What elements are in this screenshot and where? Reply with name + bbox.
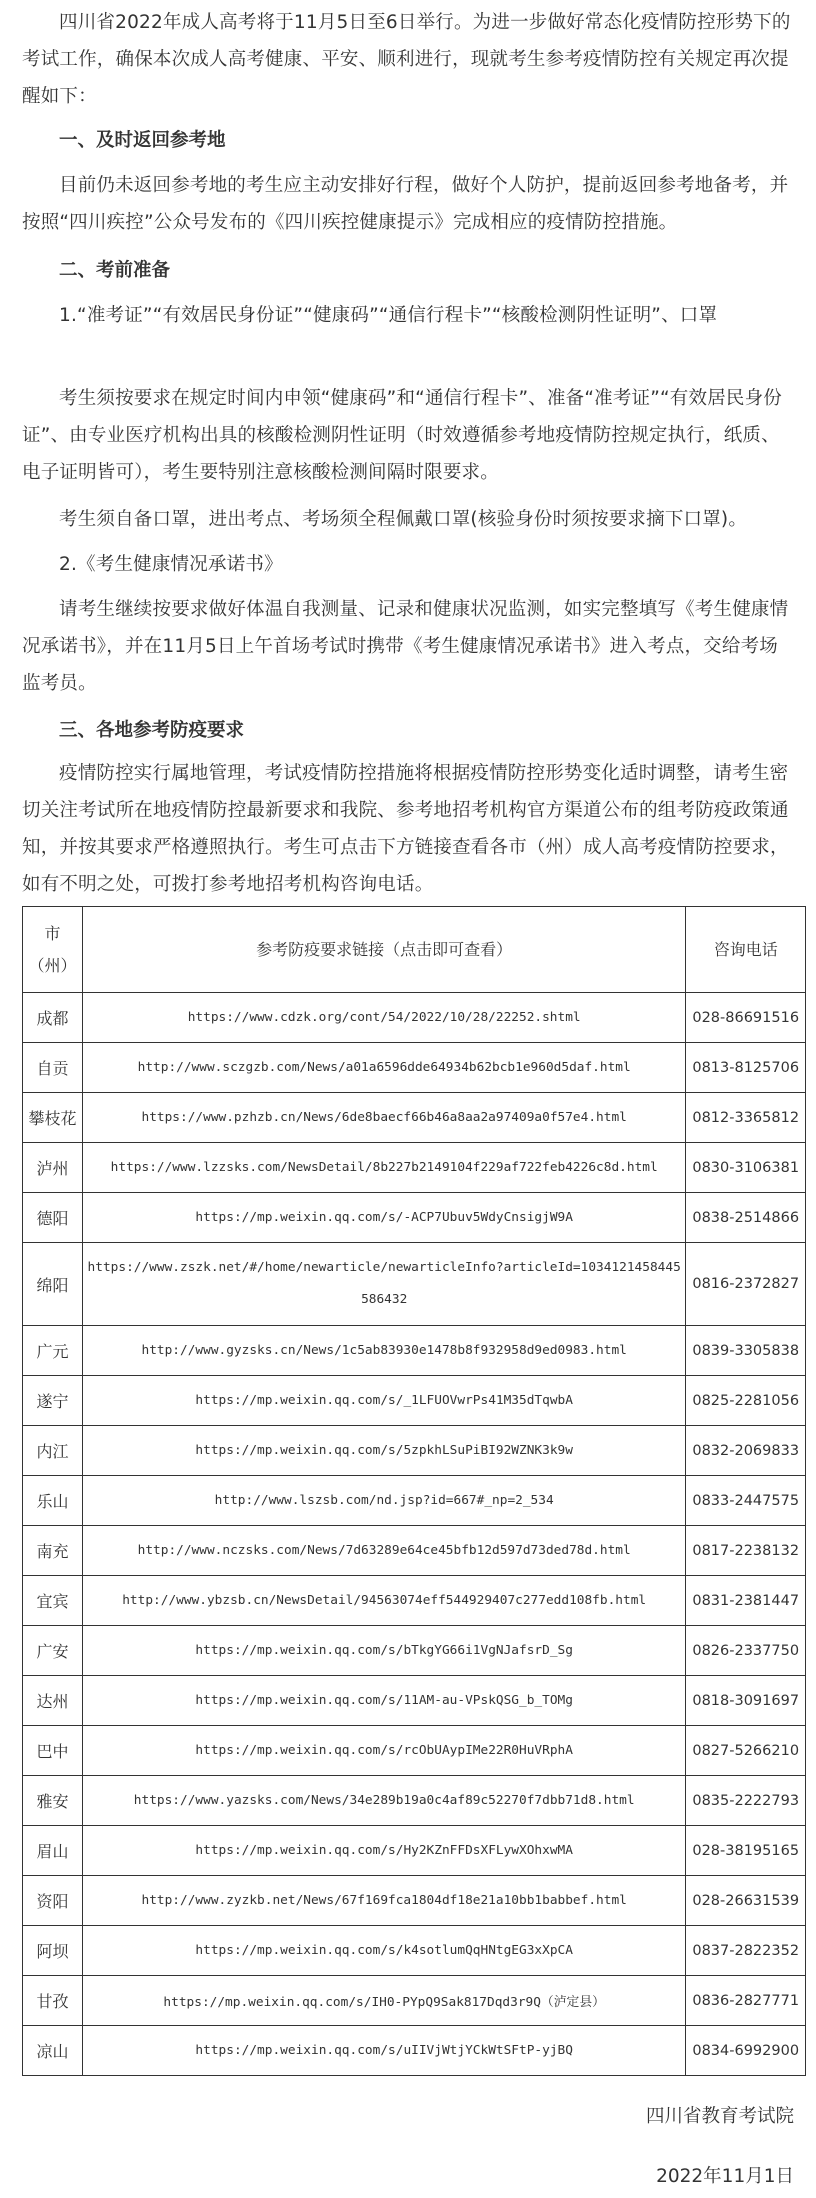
table-row xyxy=(23,1426,806,1476)
phone-cell: 0825-2281056 xyxy=(686,1376,806,1426)
prevention-link[interactable]: https://mp.weixin.qq.com/s/_1LFUOVwrPs41M35dTqwbA xyxy=(195,1393,573,1408)
link-cell xyxy=(82,1093,685,1143)
header-phone: 咨询电话 xyxy=(686,907,806,993)
city-cell: 绵阳 xyxy=(23,1243,83,1326)
prevention-link[interactable]: https://mp.weixin.qq.com/s/5zpkhLSuPiBI92WZNK3k9w xyxy=(195,1443,573,1458)
phone-cell: 0812-3365812 xyxy=(686,1093,806,1143)
city-cell: 广安 xyxy=(23,1626,83,1676)
header-link: 参考防疫要求链接（点击即可查看） xyxy=(82,907,685,993)
signature-date: 2022年11月1日 xyxy=(656,2166,794,2187)
prevention-link[interactable]: https://www.yazsks.com/News/34e289b19a0c4af89c52270f7dbb71d8.html xyxy=(133,1793,635,1808)
link-cell xyxy=(82,1576,685,1626)
city-cell: 乐山 xyxy=(23,1476,83,1526)
phone-cell: 028-86691516 xyxy=(686,993,806,1043)
city-cell: 成都 xyxy=(23,993,83,1043)
table-row xyxy=(23,1776,806,1826)
phone-cell: 028-26631539 xyxy=(686,1876,806,1926)
prevention-link[interactable]: https://www.pzhzb.cn/News/6de8baecf66b46a8aa2a97409a0f57e4.html xyxy=(141,1110,627,1125)
city-cell: 攀枝花 xyxy=(23,1093,83,1143)
prevention-link[interactable]: https://mp.weixin.qq.com/s/-ACP7Ubuv5WdyCnsigjW9A xyxy=(195,1210,573,1225)
section2-item1-paragraph2: 考生须自备口罩，进出考点、考场须全程佩戴口罩(核验身份时须按要求摘下口罩)。 xyxy=(59,509,748,530)
section1-heading: 一、及时返回参考地 xyxy=(59,130,226,151)
phone-cell: 0831-2381447 xyxy=(686,1576,806,1626)
phone-cell: 0832-2069833 xyxy=(686,1426,806,1476)
city-cell: 雅安 xyxy=(23,1776,83,1826)
table-row xyxy=(23,1476,806,1526)
city-cell: 德阳 xyxy=(23,1193,83,1243)
city-cell: 遂宁 xyxy=(23,1376,83,1426)
link-cell xyxy=(82,1626,685,1676)
section3-heading: 三、各地参考防疫要求 xyxy=(59,720,245,741)
link-cell xyxy=(82,1726,685,1776)
link-cell xyxy=(82,1976,685,2026)
city-cell: 南充 xyxy=(23,1526,83,1576)
city-cell: 达州 xyxy=(23,1676,83,1726)
link-cell xyxy=(82,1926,685,1976)
link-cell xyxy=(82,1776,685,1826)
city-cell: 甘孜 xyxy=(23,1976,83,2026)
phone-cell: 0826-2337750 xyxy=(686,1626,806,1676)
section2-item1-paragraph1: 考生须按要求在规定时间内申领“健康码”和“通信行程卡”、准备“准考证”“有效居民身份证”、由专业医疗机构出具的核酸检测阴性证明（时效遵循参考地疫情防控规定执行，纸质、电子证明皆可），考生要特别注意核酸检测间隔时限要求。 xyxy=(22,388,782,483)
city-cell: 凉山 xyxy=(23,2026,83,2076)
phone-cell: 0839-3305838 xyxy=(686,1326,806,1376)
table-row xyxy=(23,1326,806,1376)
section3-paragraph: 疫情防控实行属地管理，考试疫情防控措施将根据疫情防控形势变化适时调整，请考生密切关注考试所在地疫情防控最新要求和我院、参考地招考机构官方渠道公布的组考防疫政策通知，并按其要求严格遵照执行。考生可点击下方链接查看各市（州）成人高考疫情防控要求，如有不明之处，可拨打参考地招考机构咨询电话。 xyxy=(22,763,789,895)
city-cell: 阿坝 xyxy=(23,1926,83,1976)
table-row xyxy=(23,1376,806,1426)
prevention-link[interactable]: https://mp.weixin.qq.com/s/Hy2KZnFFDsXFLywXOhxwMA xyxy=(195,1843,573,1858)
phone-cell: 0835-2222793 xyxy=(686,1776,806,1826)
city-cell: 泸州 xyxy=(23,1143,83,1193)
phone-cell: 0813-8125706 xyxy=(686,1043,806,1093)
prevention-link[interactable]: https://mp.weixin.qq.com/s/k4sotlumQqHNtgEG3xXpCA xyxy=(195,1943,573,1958)
prevention-link[interactable]: https://mp.weixin.qq.com/s/bTkgYG66i1VgNJafsrD_Sg xyxy=(195,1643,573,1658)
city-cell: 眉山 xyxy=(23,1826,83,1876)
header-city: 市（州） xyxy=(23,907,83,993)
prevention-link[interactable]: http://www.zyzkb.net/News/67f169fca1804df18e21a10bb1babbef.html xyxy=(141,1893,627,1908)
city-cell: 广元 xyxy=(23,1326,83,1376)
phone-cell: 028-38195165 xyxy=(686,1826,806,1876)
prevention-link[interactable]: https://www.cdzk.org/cont/54/2022/10/28/22252.shtml xyxy=(187,1010,581,1025)
prevention-link[interactable]: https://mp.weixin.qq.com/s/IH0-PYpQ9Sak817Dqd3r9Q（泸定县） xyxy=(163,1995,605,2010)
table-row xyxy=(23,1826,806,1876)
signature-org: 四川省教育考试院 xyxy=(645,2106,794,2127)
table-row xyxy=(23,1043,806,1093)
section1-paragraph: 目前仍未返回参考地的考生应主动安排好行程，做好个人防护，提前返回参考地备考，并按照“四川疾控”公众号发布的《四川疾控健康提示》完成相应的疫情防控措施。 xyxy=(22,175,789,233)
table-header-row xyxy=(23,907,806,993)
link-cell xyxy=(82,993,685,1043)
city-cell: 宜宾 xyxy=(23,1576,83,1626)
link-cell xyxy=(82,1526,685,1576)
prevention-link[interactable]: https://www.zszk.net/#/home/newarticle/newarticleInfo?articleId=1034121458445586432 xyxy=(87,1260,681,1307)
link-cell xyxy=(82,1876,685,1926)
phone-cell: 0834-6992900 xyxy=(686,2026,806,2076)
link-cell xyxy=(82,1676,685,1726)
link-cell xyxy=(82,1243,685,1326)
prevention-link[interactable]: http://www.gyzsks.cn/News/1c5ab83930e1478b8f932958d9ed0983.html xyxy=(141,1343,627,1358)
link-cell xyxy=(82,1376,685,1426)
prevention-link[interactable]: https://mp.weixin.qq.com/s/11AM-au-VPskQSG_b_TOMg xyxy=(195,1693,573,1708)
prevention-link[interactable]: http://www.sczgzb.com/News/a01a6596dde64934b62bcb1e960d5daf.html xyxy=(137,1060,631,1075)
phone-cell: 0836-2827771 xyxy=(686,1976,806,2026)
link-cell xyxy=(82,1043,685,1093)
table-row xyxy=(23,2026,806,2076)
table-row xyxy=(23,1576,806,1626)
table-row xyxy=(23,1976,806,2026)
link-cell xyxy=(82,1326,685,1376)
prevention-link[interactable]: http://www.ybzsb.cn/NewsDetail/94563074eff544929407c277edd108fb.html xyxy=(122,1593,647,1608)
link-cell xyxy=(82,1426,685,1476)
section2-heading: 二、考前准备 xyxy=(59,260,171,281)
link-cell xyxy=(82,1476,685,1526)
section2-item2-paragraph: 请考生继续按要求做好体温自我测量、记录和健康状况监测，如实完整填写《考生健康情况承诺书》，并在11月5日上午首场考试时携带《考生健康情况承诺书》进入考点，交给考场监考员。 xyxy=(22,599,789,694)
prevention-links-table xyxy=(22,906,806,2076)
city-cell: 资阳 xyxy=(23,1876,83,1926)
table-row xyxy=(23,993,806,1043)
prevention-link[interactable]: http://www.nczsks.com/News/7d63289e64ce45bfb12d597d73ded78d.html xyxy=(137,1543,631,1558)
phone-cell: 0827-5266210 xyxy=(686,1726,806,1776)
link-cell xyxy=(82,1143,685,1193)
phone-cell: 0818-3091697 xyxy=(686,1676,806,1726)
prevention-link[interactable]: https://www.lzzsks.com/NewsDetail/8b227b2149104f229af722feb4226c8d.html xyxy=(110,1160,658,1175)
table-row xyxy=(23,1726,806,1776)
prevention-link[interactable]: https://mp.weixin.qq.com/s/rcObUAypIMe22R0HuVRphA xyxy=(195,1743,573,1758)
phone-cell: 0833-2447575 xyxy=(686,1476,806,1526)
prevention-link[interactable]: https://mp.weixin.qq.com/s/uIIVjWtjYCkWtSFtP-yjBQ xyxy=(195,2043,573,2058)
table-row xyxy=(23,1143,806,1193)
city-cell: 内江 xyxy=(23,1426,83,1476)
section2-item2-title: 2.《考生健康情况承诺书》 xyxy=(59,554,283,575)
city-cell: 自贡 xyxy=(23,1043,83,1093)
table-row xyxy=(23,1626,806,1676)
link-cell xyxy=(82,1193,685,1243)
table-row xyxy=(23,1093,806,1143)
phone-cell: 0837-2822352 xyxy=(686,1926,806,1976)
phone-cell: 0817-2238132 xyxy=(686,1526,806,1576)
table-row xyxy=(23,1526,806,1576)
table-row xyxy=(23,1193,806,1243)
table-row xyxy=(23,1876,806,1926)
table-row xyxy=(23,1926,806,1976)
table-row xyxy=(23,1676,806,1726)
city-cell: 巴中 xyxy=(23,1726,83,1776)
link-cell xyxy=(82,1826,685,1876)
phone-cell: 0816-2372827 xyxy=(686,1243,806,1326)
link-cell xyxy=(82,2026,685,2076)
prevention-link[interactable]: http://www.lszsb.com/nd.jsp?id=667#_np=2_534 xyxy=(214,1493,554,1508)
phone-cell: 0830-3106381 xyxy=(686,1143,806,1193)
table-row xyxy=(23,1243,806,1326)
phone-cell: 0838-2514866 xyxy=(686,1193,806,1243)
table-body xyxy=(23,993,806,2076)
intro-paragraph: 四川省2022年成人高考将于11月5日至6日举行。为进一步做好常态化疫情防控形势下的考试工作，确保本次成人高考健康、平安、顺利进行，现就考生参考疫情防控有关规定再次提醒如下： xyxy=(22,12,791,107)
section2-item1-title: 1.“准考证”“有效居民身份证”“健康码”“通信行程卡”“核酸检测阴性证明”、口罩 xyxy=(59,305,718,326)
